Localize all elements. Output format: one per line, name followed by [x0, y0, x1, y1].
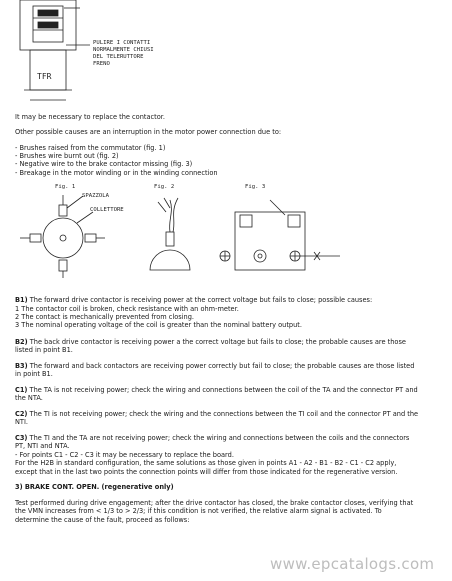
section3-heading: 3) BRAKE CONT. OPEN. (regenerative only) — [15, 483, 174, 491]
caption-line: PULIRE I CONTATTI — [93, 40, 151, 46]
c3-paragraph — [15, 434, 409, 476]
list-item: 2 The contact is mechanically prevented from closing. — [15, 313, 194, 322]
fig2-label: Fig. 2 — [154, 184, 175, 190]
c1-line1: The TA is not receiving power; check the wiring and connections between the coil of the TA and the connector PT and — [27, 386, 418, 394]
caption-line: FRENO — [93, 61, 110, 67]
c2-line1: The TI is not receiving power; check the wiring and the connections between the TI coil and the connector PT and the — [27, 410, 419, 418]
fig2-diagram — [140, 190, 200, 280]
c2-code: C2) — [15, 410, 28, 418]
b1-text: The forward drive contactor is receiving power at the correct voltage but fails to close; possible causes: — [27, 296, 373, 304]
spazzola-label: SPAZZOLA — [82, 193, 109, 199]
c3-line5: except that in the last two points the connection points will differ from those indicated for the regenerative version. — [15, 467, 398, 476]
tfr-label: TFR — [37, 72, 52, 81]
caption-line: NORMALMENTE CHIUSI — [93, 47, 154, 53]
list-item: - Negative wire to the brake contactor missing (fig. 3) — [15, 160, 193, 169]
b3-code: B3) — [15, 362, 28, 370]
fig3-diagram — [210, 190, 350, 280]
c1-line2: the NTA. — [15, 394, 43, 403]
b2-line1: The back drive contactor is receiving power a the correct voltage but fails to close; the probable causes are those — [27, 338, 406, 346]
fig1-label: Fig. 1 — [55, 184, 76, 190]
fig1-diagram — [15, 190, 135, 280]
b3-line1: The forward and back contactors are receiving power correctly but fail to close; the probable causes are those listed — [27, 362, 415, 370]
list-item: 1 The contactor coil is broken, check resistance with an ohm-meter. — [15, 305, 239, 313]
section3-line2: the VMN increases from < 1/3 to > 2/3; if this condition is not verified, the relative alarm signal is activated. To — [15, 507, 382, 516]
b2-paragraph — [15, 338, 406, 355]
c2-paragraph — [15, 410, 418, 427]
contactor-caption — [93, 40, 154, 68]
b1-paragraph — [15, 296, 442, 304]
c3-line1: The TI and the TA are not receiving power; check the wiring and connections between the coils and the connectors — [27, 434, 410, 442]
b2-code: B2) — [15, 338, 28, 346]
list-item: - Breakage in the motor winding or in the winding connection — [15, 168, 218, 177]
section3-line1: Test performed during drive engagement; after the drive contactor has closed, the brake contactor closes, verifying that — [15, 499, 414, 507]
c2-line2: NTI. — [15, 418, 29, 427]
collettore-label: COLLETTORE — [90, 207, 124, 213]
b1-list — [15, 305, 302, 330]
other-causes-text: Other possible causes are an interruption in the motor power connection due to: — [15, 128, 282, 136]
c3-code: C3) — [15, 434, 28, 442]
watermark: www.epcatalogs.com — [270, 555, 435, 573]
c1-paragraph — [15, 386, 418, 403]
section3-line3: determine the cause of the fault, proceed as follows: — [15, 515, 190, 524]
causes-list — [15, 144, 442, 177]
c3-line4: For the H2B in standard configuration, the same solutions as those given in points A1 - A2 - B1 - B2 - C1 - C2 apply, — [15, 459, 397, 468]
section3-body — [15, 499, 413, 524]
c1-code: C1) — [15, 386, 28, 394]
list-item: - Brushes wire burnt out (fig. 2) — [15, 152, 119, 161]
list-item: - Brushes raised from the commutator (fig. 1) — [15, 144, 166, 152]
fig3-label: Fig. 3 — [245, 184, 266, 190]
b1-code: B1) — [15, 296, 28, 304]
b2-line2: listed in point B1. — [15, 346, 73, 355]
list-item: 3 The nominal operating voltage of the coil is greater than the nominal battery output. — [15, 321, 302, 330]
caption-line: DEL TELERUTTORE — [93, 54, 144, 60]
b3-paragraph — [15, 362, 414, 379]
intro-text: It may be necessary to replace the contactor. — [15, 113, 165, 121]
b3-line2: in point B1. — [15, 370, 53, 379]
c3-line3: - For points C1 - C2 - C3 it may be necessary to replace the board. — [15, 450, 234, 459]
c3-line2: PT, NTI and NTA. — [15, 442, 70, 451]
contactor-figure — [0, 0, 452, 110]
